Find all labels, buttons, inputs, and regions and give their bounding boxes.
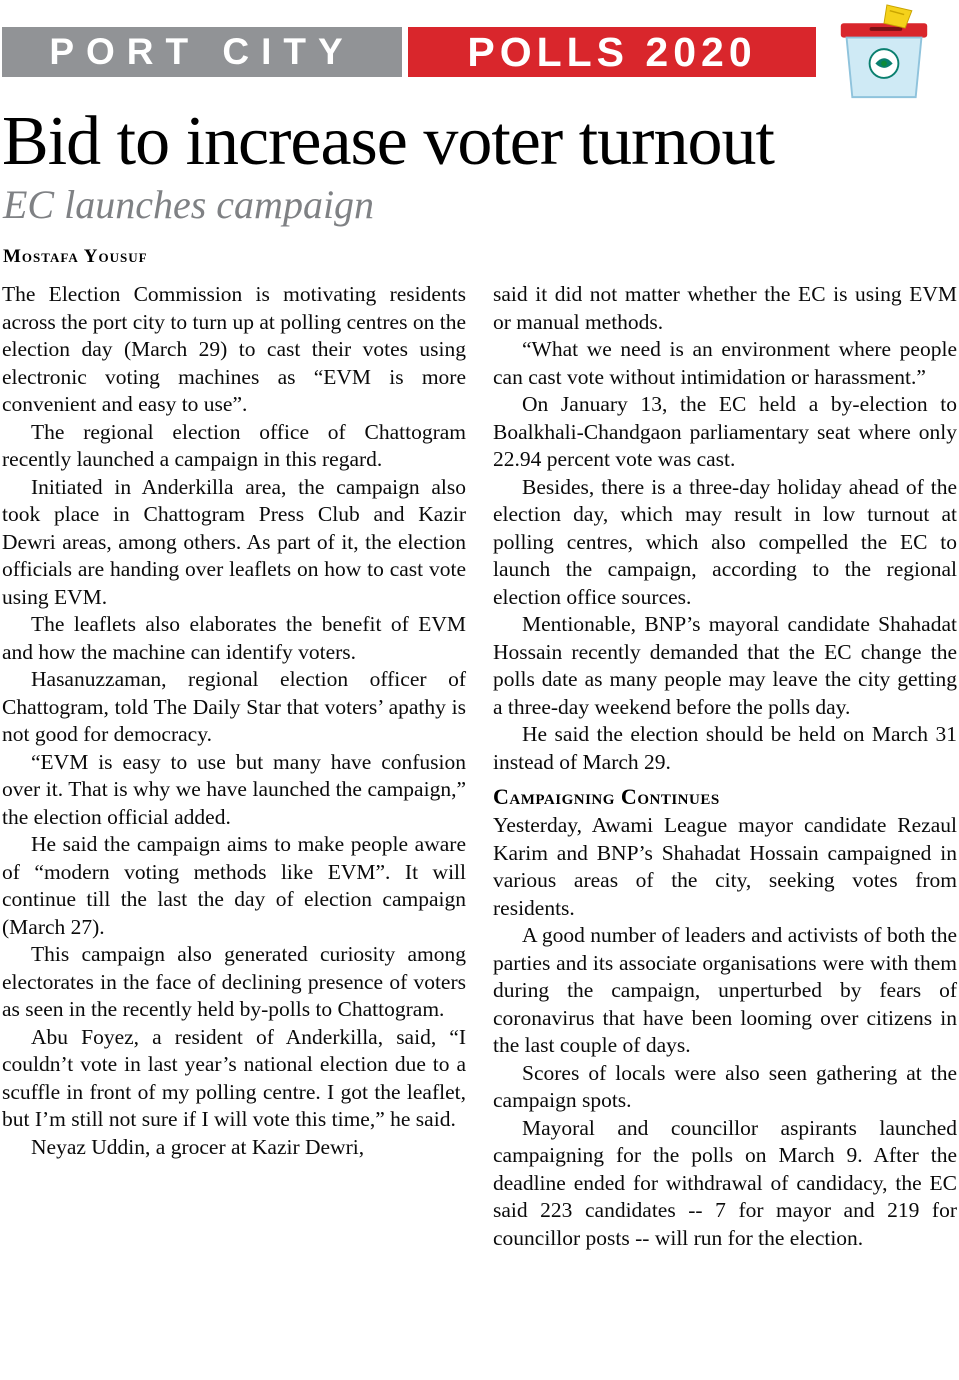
right-column — [493, 281, 957, 1252]
section-label: PORT CITY — [49, 31, 355, 72]
byline: Mostafa Yousuf — [3, 246, 148, 268]
paragraph: The regional election office of Chattogram recently launched a campaign in this regard. — [2, 419, 466, 472]
paragraph: On January 13, the EC held a by-election to Boalkhali-Chandgaon parliamentary seat where only 22.94 percent vote was cast. — [493, 392, 957, 472]
paragraph: The Election Commission is motivating residents across the port city to turn up at polling centres on the election day (March 29) to cast their votes using electronic voting machines as “EVM is more convenient and easy to use”. — [2, 282, 466, 417]
headline: Bid to increase voter turnout — [2, 103, 774, 180]
subheadline: EC launches campaign — [3, 182, 375, 228]
article-body — [2, 281, 957, 1252]
paragraph: “What we need is an environment where people can cast vote without intimidation or harassment.” — [493, 337, 957, 389]
left-column — [2, 281, 466, 1252]
event-label-bar — [408, 27, 816, 77]
section-header: Campaigning Continues — [493, 784, 720, 810]
paragraph: This campaign also generated curiosity among electorates in the face of declining presence of voters as seen in the recently held by-polls to Chattogram. — [2, 942, 466, 1022]
ballot-box-icon — [830, 4, 938, 100]
event-label: POLLS 2020 — [467, 28, 757, 75]
paragraph: Initiated in Anderkilla area, the campaign also took place in Chattogram Press Club and Kazir Dewri areas, among others. As part of it, the election officials are handing over leaflets on how to cast vote using EVM. — [2, 474, 466, 609]
paragraph: Mayoral and councillor aspirants launched campaigning for the polls on March 9. After the deadline ended for withdrawal of candidacy, the EC said 223 candidates -- 7 for mayor and 219 for councillor posts -- will run for the election. — [493, 1115, 957, 1250]
paragraph: He said the campaign aims to make people aware of “modern voting methods like EVM”. It will continue till the last the day of election campaign (March 27). — [2, 832, 466, 939]
paragraph: Abu Foyez, a resident of Anderkilla, said, “I couldn’t vote in last year’s national election due to a scuffle in front of my polling centre. I got the leaflet, but I’m still not sure if I will vote this time,” he said. — [2, 1024, 466, 1132]
paragraph: Hasanuzzaman, regional election officer of Chattogram, told The Daily Star that voters’ apathy is not good for democracy. — [2, 667, 466, 747]
paragraph: The leaflets also elaborates the benefit of EVM and how the machine can identify voters. — [2, 612, 466, 664]
paragraph: Yesterday, Awami League mayor candidate Rezaul Karim and BNP’s Shahadat Hossain campaigned in various areas of the city, seeking votes from residents. — [493, 813, 957, 920]
paragraph: Scores of locals were also seen gathering at the campaign spots. — [493, 1060, 957, 1113]
paragraph: Besides, there is a three-day holiday ahead of the election day, which may result in low turnout at polling centres, which also compelled the EC to launch the campaign, according to the regional election office sources. — [493, 474, 957, 609]
paragraph: He said the election should be held on March 31 instead of March 29. — [493, 722, 957, 774]
paragraph: A good number of leaders and activists of both the parties and its associate organisations were with them during the campaign, unperturbed by fears of coronavirus that have been looming over citizens in the last couple of days. — [493, 923, 957, 1058]
paragraph: Neyaz Uddin, a grocer at Kazir Dewri, — [31, 1134, 365, 1159]
paragraph: said it did not matter whether the EC is using EVM or manual methods. — [493, 282, 957, 334]
paragraph: Mentionable, BNP’s mayoral candidate Shahadat Hossain recently demanded that the EC change the polls date as many people may leave the city getting a three-day weekend before the polls day. — [493, 612, 957, 719]
masthead — [2, 0, 957, 100]
paragraph: “EVM is easy to use but many have confusion over it. That is why we have launched the campaign,” the election official added. — [2, 749, 466, 829]
section-label-bar — [2, 27, 402, 77]
